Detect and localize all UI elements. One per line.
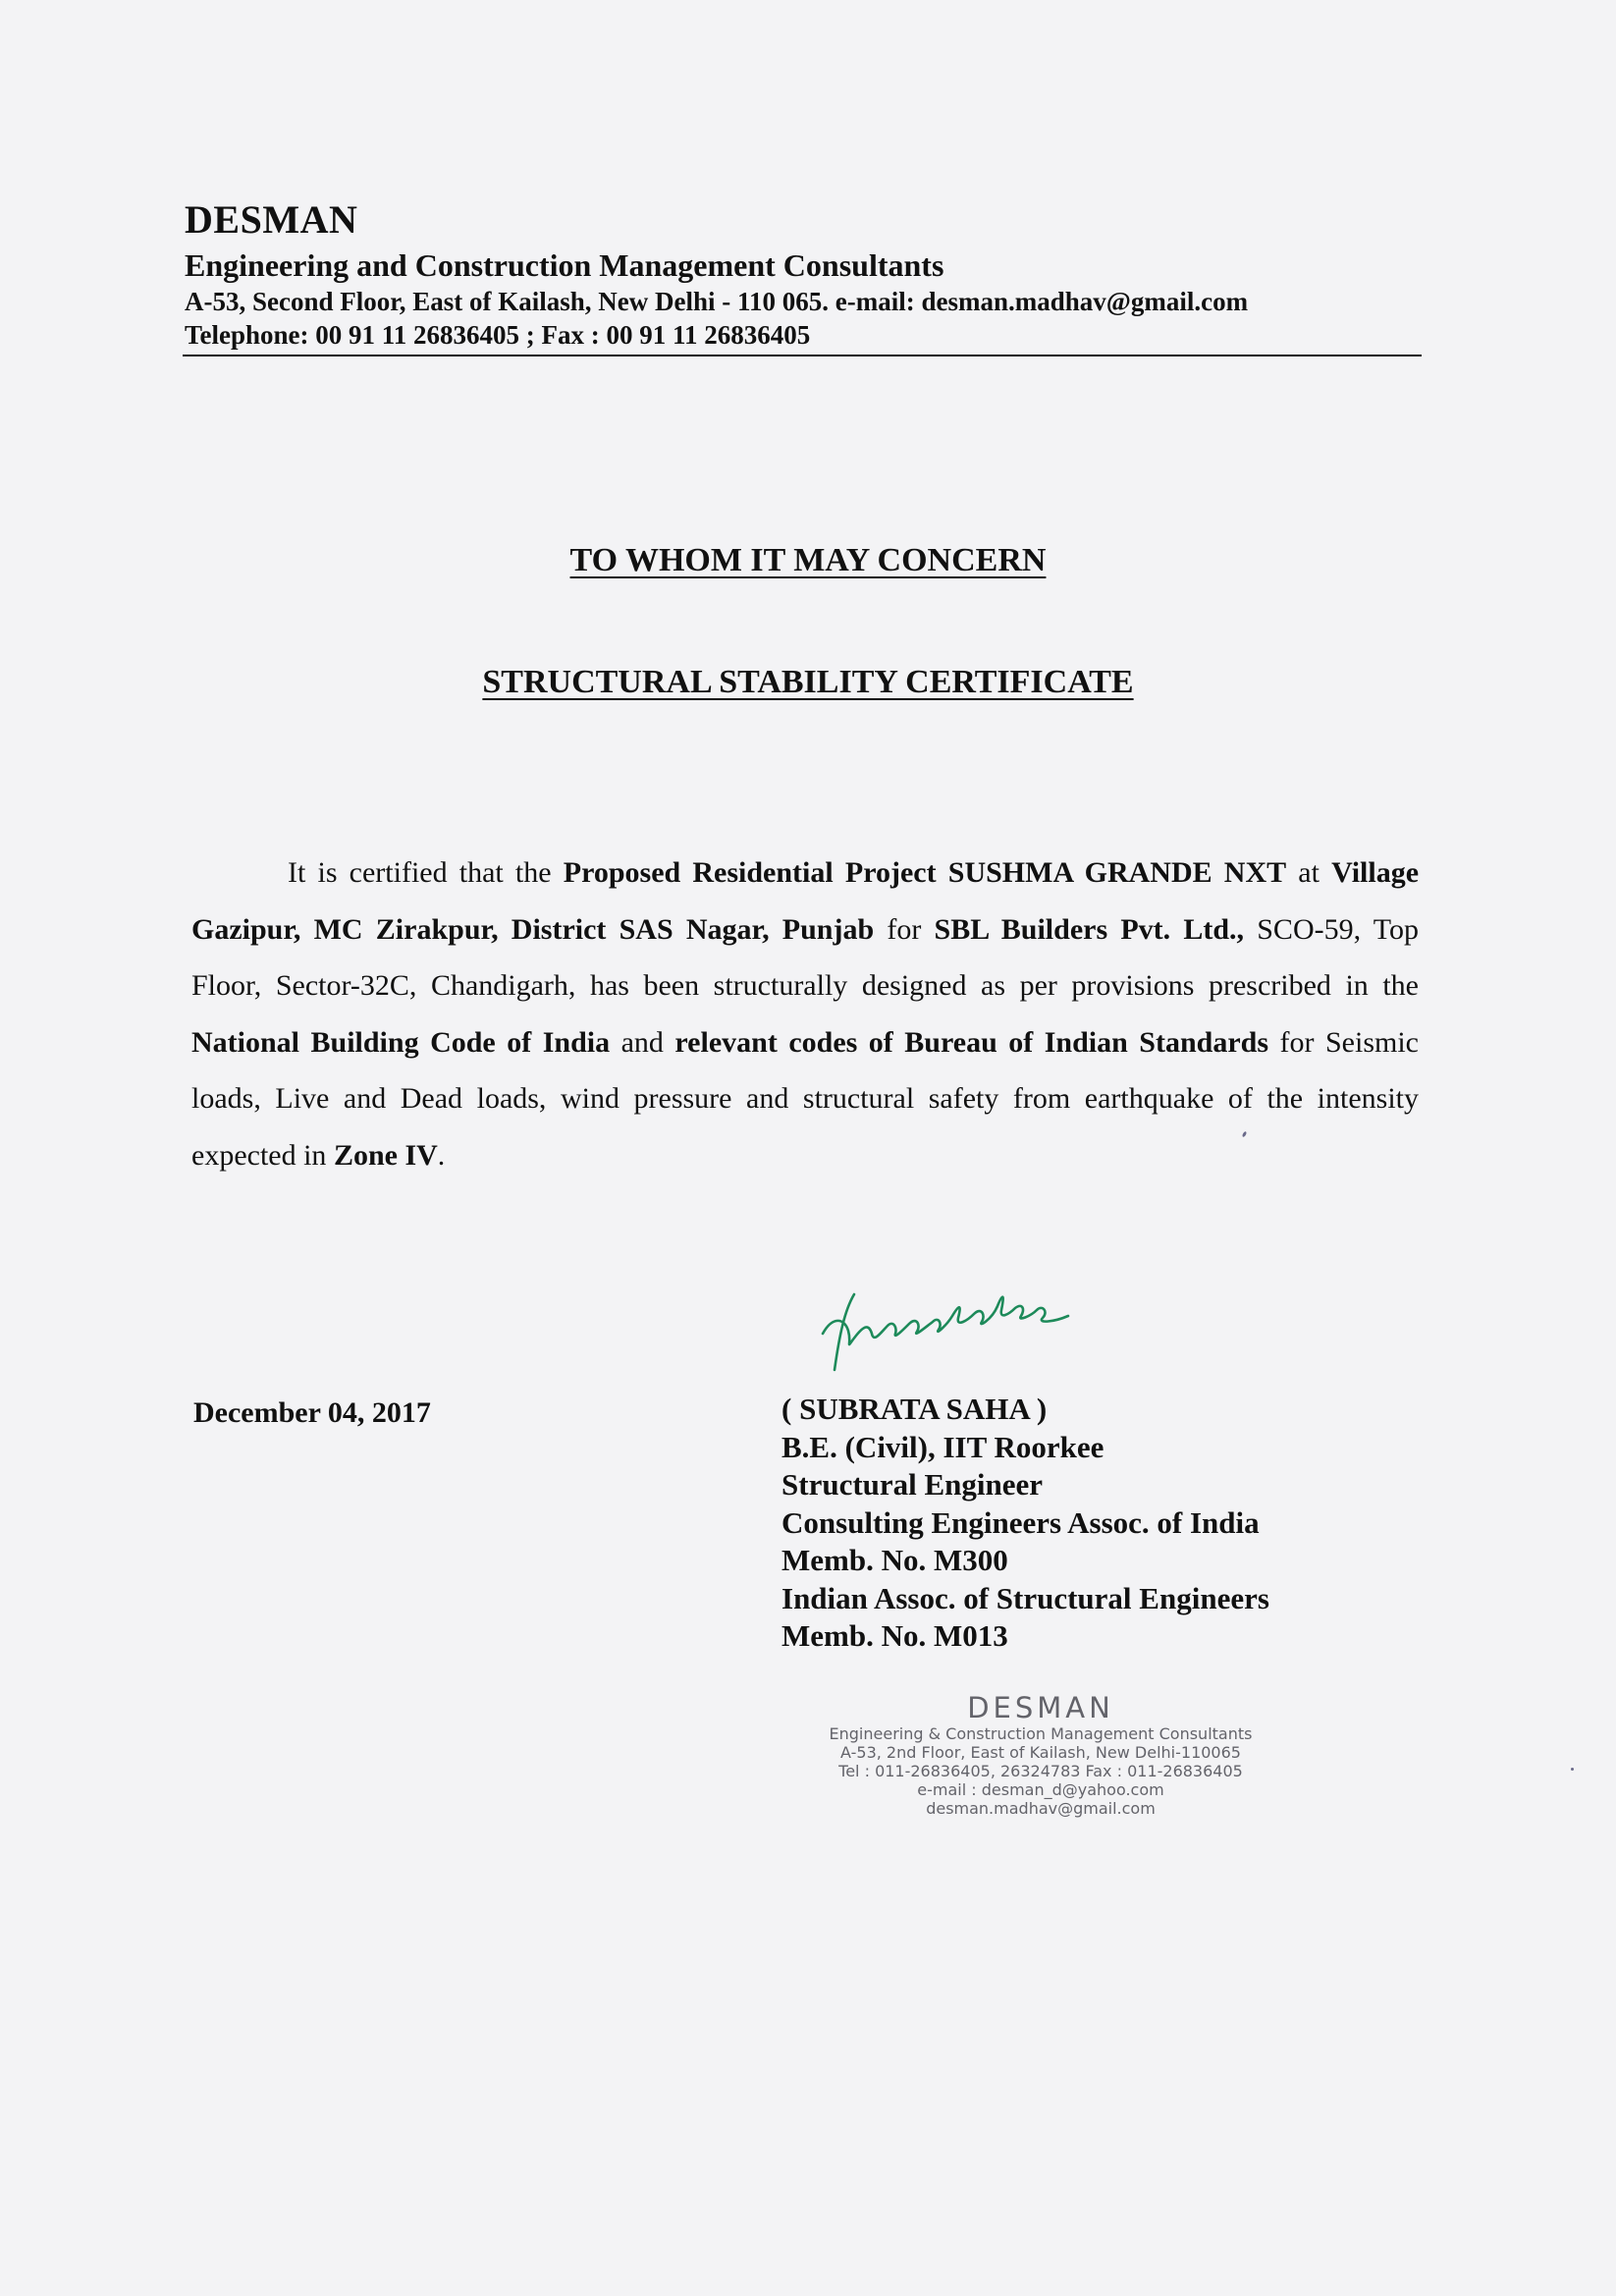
- company-name: DESMAN: [185, 197, 358, 242]
- body-text-segment: and: [610, 1025, 675, 1059]
- signatory-association-1: Consulting Engineers Assoc. of India: [781, 1504, 1260, 1540]
- builder-name: SBL Builders Pvt. Ltd.,: [934, 912, 1245, 946]
- project-name: Proposed Residential Project SUSHMA GRANDE NXT: [563, 856, 1287, 889]
- company-stamp: [785, 1691, 1296, 1818]
- stamp-line: Tel : 011-26836405, 26324783 Fax : 011-26836405: [838, 1762, 1243, 1780]
- body-text-segment: .: [437, 1138, 446, 1172]
- company-tagline: Engineering and Construction Management Consultants: [185, 247, 944, 283]
- handwritten-signature: [815, 1277, 1100, 1394]
- stamp-line: Engineering & Construction Management Consultants: [829, 1724, 1253, 1743]
- signatory-membership-2: Memb. No. M013: [781, 1618, 1008, 1653]
- company-address: A-53, Second Floor, East of Kailash, New Delhi - 110 065. e-mail: desman.madhav@gmail.com: [185, 287, 1249, 316]
- signatory-title: Structural Engineer: [781, 1467, 1044, 1502]
- letterhead: [185, 196, 1422, 352]
- signatory-qualification: B.E. (Civil), IIT Roorkee: [781, 1429, 1104, 1464]
- certificate-date: December 04, 2017: [193, 1396, 431, 1429]
- ink-speck: [1571, 1768, 1574, 1771]
- document-title: TO WHOM IT MAY CONCERN: [569, 542, 1047, 578]
- body-text-segment: SCO-59, Top Floor, Sector-32C, Chandigarh, has been structurally designed as per provisions prescribed in the: [191, 912, 1419, 1002]
- stamp-line: e-mail : desman_d@yahoo.com: [917, 1780, 1164, 1799]
- certificate-body: [191, 845, 1419, 1183]
- signatory-membership-1: Memb. No. M300: [781, 1543, 1008, 1577]
- company-phones: Telephone: 00 91 11 26836405 ; Fax : 00 91 11 26836405: [185, 320, 811, 350]
- body-text-segment: for: [874, 912, 935, 946]
- signatory-association-2: Indian Assoc. of Structural Engineers: [781, 1580, 1269, 1615]
- document-subtitle: STRUCTURAL STABILITY CERTIFICATE: [482, 664, 1134, 700]
- stamp-company-name: DESMAN: [967, 1691, 1114, 1724]
- body-text-segment: at: [1286, 856, 1332, 889]
- stamp-line: desman.madhav@gmail.com: [926, 1799, 1156, 1818]
- letterhead-divider: [183, 355, 1422, 356]
- stamp-line: A-53, 2nd Floor, East of Kailash, New Delhi-110065: [840, 1743, 1241, 1762]
- project-location: Village Gazipur, MC Zirakpur, District SAS Nagar, Punjab: [191, 856, 1420, 946]
- code-reference: National Building Code of India: [191, 1025, 611, 1059]
- bis-reference: relevant codes of Bureau of Indian Standards: [674, 1025, 1269, 1059]
- signatory-block: [781, 1391, 1269, 1656]
- seismic-zone: Zone IV: [333, 1138, 438, 1172]
- body-text-segment: for Seismic loads, Live and Dead loads, wind pressure and structural safety from earthquake of the intensity expected in: [191, 1025, 1419, 1172]
- body-text-segment: It is certified that the: [288, 856, 564, 889]
- signatory-name: ( SUBRATA SAHA ): [781, 1392, 1048, 1426]
